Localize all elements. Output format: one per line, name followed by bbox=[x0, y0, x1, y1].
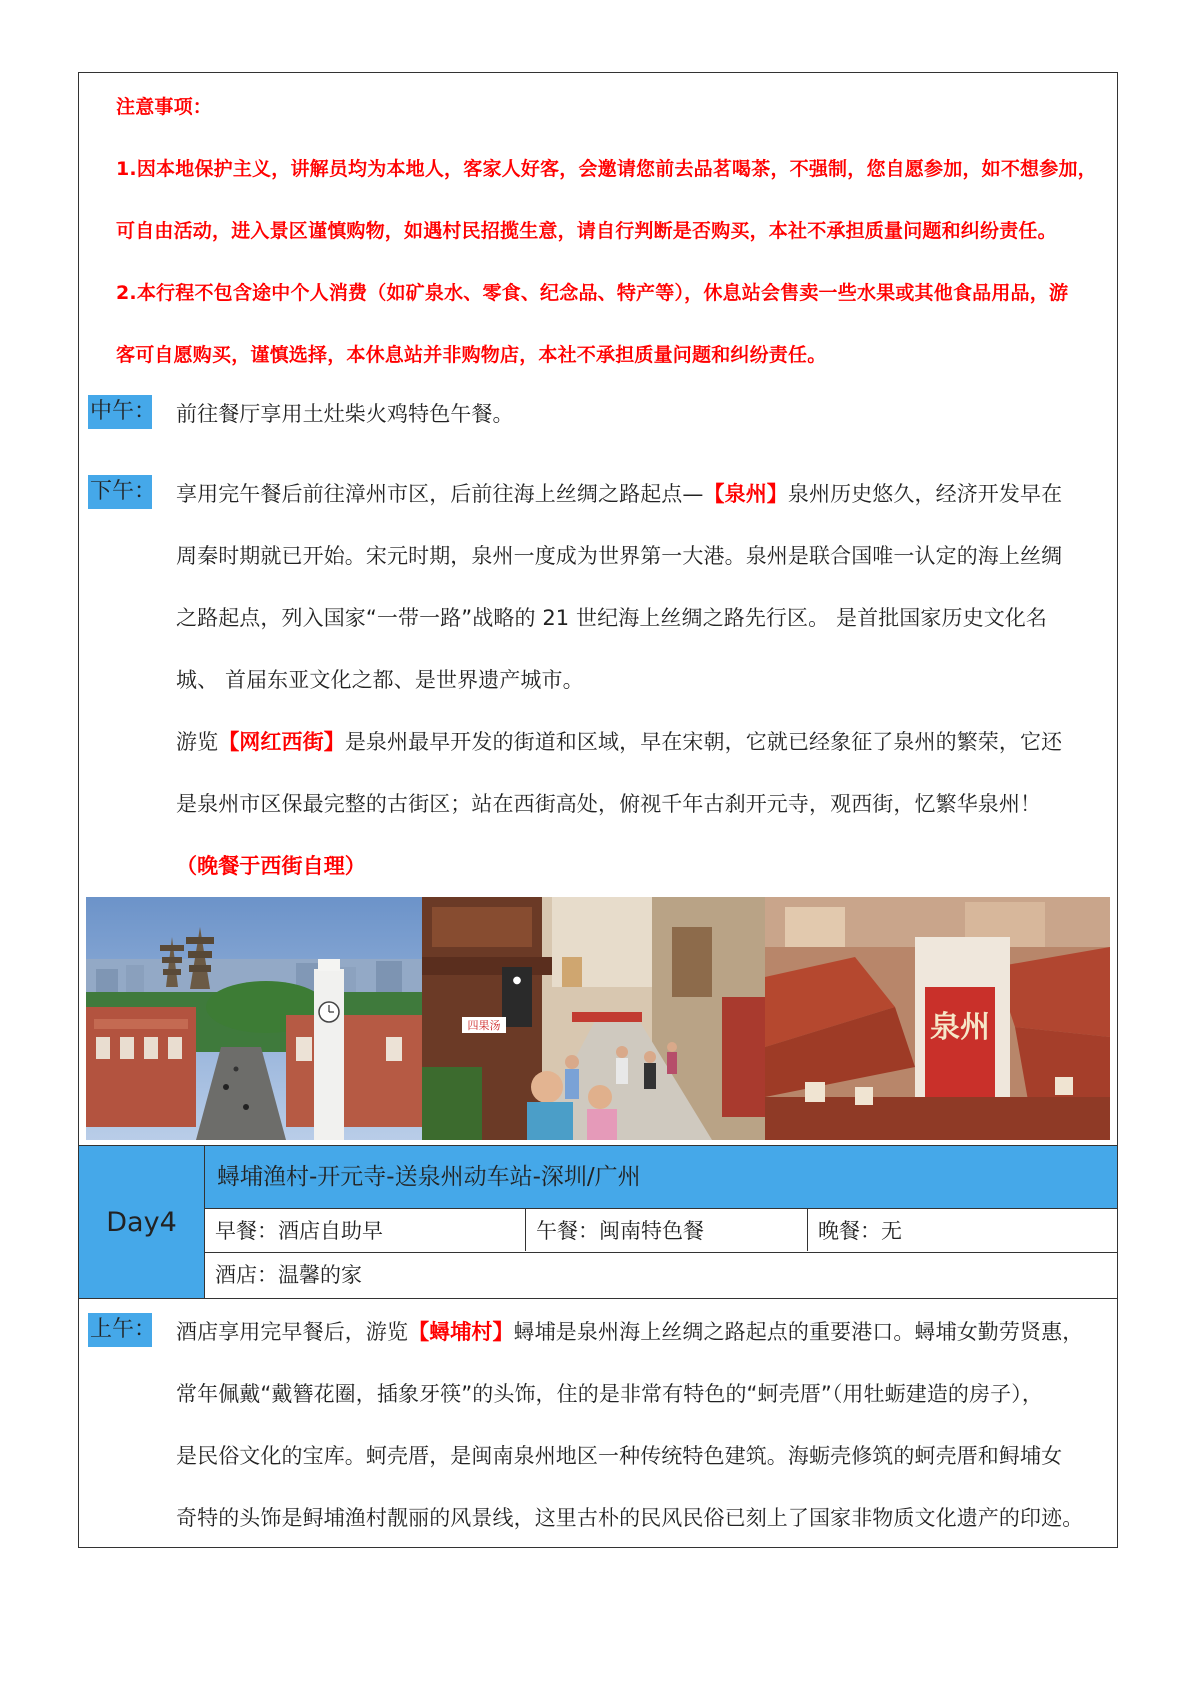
afternoon-line-6: 是泉州市区保最完整的古街区；站在西街高处，俯视千年古刹开元寺，观西街，忆繁华泉州！ bbox=[176, 792, 1042, 816]
afternoon-line-5-a: 游览 bbox=[176, 730, 219, 754]
afternoon-line-1-a: 享用完午餐后前往漳州市区，后前往海上丝绸之路起点— bbox=[176, 482, 704, 506]
afternoon-tag: 下午： bbox=[88, 475, 152, 509]
west-street-highlight: 【网红西街】 bbox=[218, 730, 345, 754]
photo-west-street-clock-tower bbox=[86, 897, 422, 1140]
notes-line-1: 1.因本地保护主义，讲解员均为本地人，客家人好客，会邀请您前去品茗喝茶，不强制，您自愿参加，如不想参加， bbox=[116, 158, 1097, 180]
photo-quanzhou-rooftops bbox=[765, 897, 1110, 1140]
morning-line-1-b: 蟳埔是泉州海上丝绸之路起点的重要港口。蟳埔女勤劳贤惠， bbox=[513, 1320, 1084, 1344]
notes-title: 注意事项： bbox=[116, 96, 213, 118]
afternoon-line-5-b: 是泉州最早开发的街道和区域，早在宋朝，它就已经象征了泉州的繁荣，它还 bbox=[344, 730, 1063, 754]
afternoon-line-3: 之路起点，列入国家“一带一路”战略的 21 世纪海上丝绸之路先行区。 是首批国家历史文化名 bbox=[176, 606, 1048, 630]
hotel-row: 酒店：温馨的家 bbox=[215, 1263, 362, 1287]
noon-text: 前往餐厅享用土灶柴火鸡特色午餐。 bbox=[176, 402, 514, 426]
dinner-cell: 晚餐：无 bbox=[807, 1209, 1117, 1251]
quanzhou-highlight: 【泉州】 bbox=[703, 482, 788, 506]
morning-line-4: 奇特的头饰是鲟埔渔村靓丽的风景线，这里古朴的民风民俗已刻上了国家非物质文化遗产的印迹。 bbox=[176, 1506, 1084, 1530]
morning-line-2: 常年佩戴“戴簪花圈，插象牙筷”的头饰，住的是非常有特色的“蚵壳厝”（用牡蛎建造的房子）， bbox=[176, 1382, 1043, 1406]
photo-pedestrian-street bbox=[422, 897, 765, 1140]
morning-line-1 bbox=[176, 1316, 1083, 1346]
day4-route: 蟳埔渔村-开元寺-送泉州动车站-深圳/广州 bbox=[205, 1146, 1117, 1209]
photo-strip bbox=[86, 897, 1110, 1140]
afternoon-line-1 bbox=[176, 478, 1062, 508]
afternoon-line-1-b: 泉州历史悠久，经济开发早在 bbox=[787, 482, 1063, 506]
afternoon-line-2: 周秦时期就已开始。宋元时期，泉州一度成为世界第一大港。泉州是联合国唯一认定的海上丝绸 bbox=[176, 544, 1063, 568]
morning-line-1-a: 酒店享用完早餐后，游览 bbox=[176, 1320, 409, 1344]
morning-line-3: 是民俗文化的宝库。蚵壳厝，是闽南泉州地区一种传统特色建筑。海蛎壳修筑的蚵壳厝和鲟埔女 bbox=[176, 1444, 1063, 1468]
notes-line-4: 客可自愿购买，谨慎选择，本休息站并非购物店，本社不承担质量问题和纠纷责任。 bbox=[116, 344, 827, 366]
xunpu-highlight: 【蟳埔村】 bbox=[408, 1320, 514, 1344]
svg-text:●: ● bbox=[512, 975, 522, 986]
notes-line-2: 可自由活动，进入景区谨慎购物，如遇村民招揽生意，请自行判断是否购买，本社不承担质量问题和纠纷责任。 bbox=[116, 220, 1057, 242]
noon-tag: 中午： bbox=[88, 395, 152, 429]
dinner-note: （晚餐于西街自理） bbox=[176, 854, 366, 878]
afternoon-line-5 bbox=[176, 726, 1062, 756]
lunch-cell: 午餐：闽南特色餐 bbox=[525, 1209, 807, 1251]
day4-table bbox=[78, 1145, 1118, 1299]
photo2-sign: 四果汤 bbox=[467, 1019, 501, 1032]
day-label: Day4 bbox=[79, 1146, 205, 1298]
meal-row bbox=[205, 1209, 1117, 1253]
morning-tag: 上午： bbox=[88, 1313, 152, 1347]
breakfast-cell: 早餐：酒店自助早 bbox=[215, 1219, 383, 1243]
notes-line-3: 2.本行程不包含途中个人消费（如矿泉水、零食、纪念品、特产等），休息站会售卖一些水果或其他食品用品，游 bbox=[116, 282, 1069, 304]
afternoon-line-4: 城、 首届东亚文化之都、是世界遗产城市。 bbox=[176, 668, 584, 692]
photo3-sign: 泉州 bbox=[930, 1010, 990, 1045]
